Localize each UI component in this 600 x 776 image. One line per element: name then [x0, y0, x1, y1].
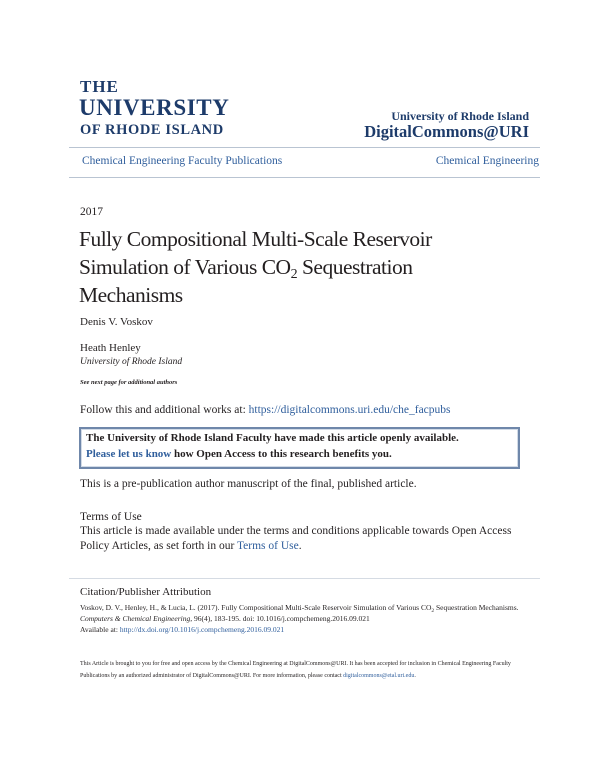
prepublication-note: This is a pre-publication author manuscript of the final, published article. — [80, 478, 417, 490]
follow-text: Follow this and additional works at: — [80, 404, 249, 416]
logo-line-the: THE — [80, 77, 119, 96]
footer-text: This Article is brought to you for free and open access by the Chemical Engineering at DigitalCommons@URI. It has been accepted for inclusion in Chemical Engineering Faculty Publications by an authorized administrator of DigitalCommons@URI. For more information, please contact — [80, 661, 511, 679]
logo-line-university: UNIVERSITY — [79, 95, 230, 120]
citation-divider — [69, 578, 540, 579]
citation-part-2: Sequestration Mechanisms. — [434, 603, 519, 612]
available-at-label: Available at: — [80, 625, 120, 634]
footer-end: . — [414, 672, 416, 679]
follow-line — [80, 405, 451, 417]
institution-link[interactable]: University of Rhode Island — [391, 109, 529, 123]
citation-body — [80, 602, 525, 635]
citation-part-1: Voskov, D. V., Henley, H., & Lucia, L. (2017). Fully Compositional Multi-Scale Reservoir Simulation of Various CO — [80, 603, 432, 612]
notice-line-2 — [86, 449, 392, 460]
title-subscript: 2 — [290, 267, 298, 282]
publication-year: 2017 — [80, 206, 103, 218]
author-affiliation: University of Rhode Island — [80, 357, 183, 367]
terms-body — [80, 524, 530, 553]
title-part-2: Sequestration Mechanisms — [79, 255, 413, 307]
collection-link[interactable]: Chemical Engineering Faculty Publications — [82, 155, 283, 167]
nav-divider — [69, 177, 540, 178]
terms-of-use-link[interactable]: Terms of Use — [236, 539, 299, 552]
see-next-page-note: See next page for additional authors — [80, 379, 178, 386]
footer-notice — [80, 659, 520, 682]
terms-end: . — [298, 539, 302, 552]
title-part-1: Fully Compositional Multi-Scale Reservoir Simulation of Various CO — [79, 227, 432, 279]
logo-line-rhode-island: OF RHODE ISLAND — [80, 122, 224, 138]
notice-line-1: The University of Rhode Island Faculty have made this article openly available. — [86, 432, 459, 444]
terms-text: This article is made available under the terms and conditions applicable towards Open Access Policy Articles, as set forth in our — [80, 525, 512, 552]
citation-subscript: 2 — [431, 608, 435, 614]
citation-journal: Computers & Chemical Engineering — [80, 614, 191, 623]
author-name: Heath Henley — [80, 342, 141, 354]
doi-link[interactable]: http://dx.doi.org/10.1016/j.compchemeng.2016.09.021 — [119, 625, 285, 634]
contact-email-link[interactable]: digitalcommons@etal.uri.edu — [343, 672, 415, 679]
collection-url-link[interactable]: https://digitalcommons.uri.edu/che_facpubs — [248, 404, 451, 416]
citation-part-3: , 96(4), 183-195. doi: 10.1016/j.compchemeng.2016.09.021 — [190, 614, 370, 623]
feedback-link[interactable]: Please let us know — [86, 448, 172, 460]
header-divider — [69, 147, 540, 148]
repository-link[interactable]: DigitalCommons@URI — [364, 122, 529, 141]
author-name: Denis V. Voskov — [80, 316, 153, 328]
notice-line-2-text: how Open Access to this research benefits you. — [171, 448, 392, 460]
article-title — [79, 225, 519, 309]
terms-heading: Terms of Use — [80, 511, 142, 523]
department-link[interactable]: Chemical Engineering — [435, 155, 539, 167]
citation-heading: Citation/Publisher Attribution — [80, 586, 212, 598]
